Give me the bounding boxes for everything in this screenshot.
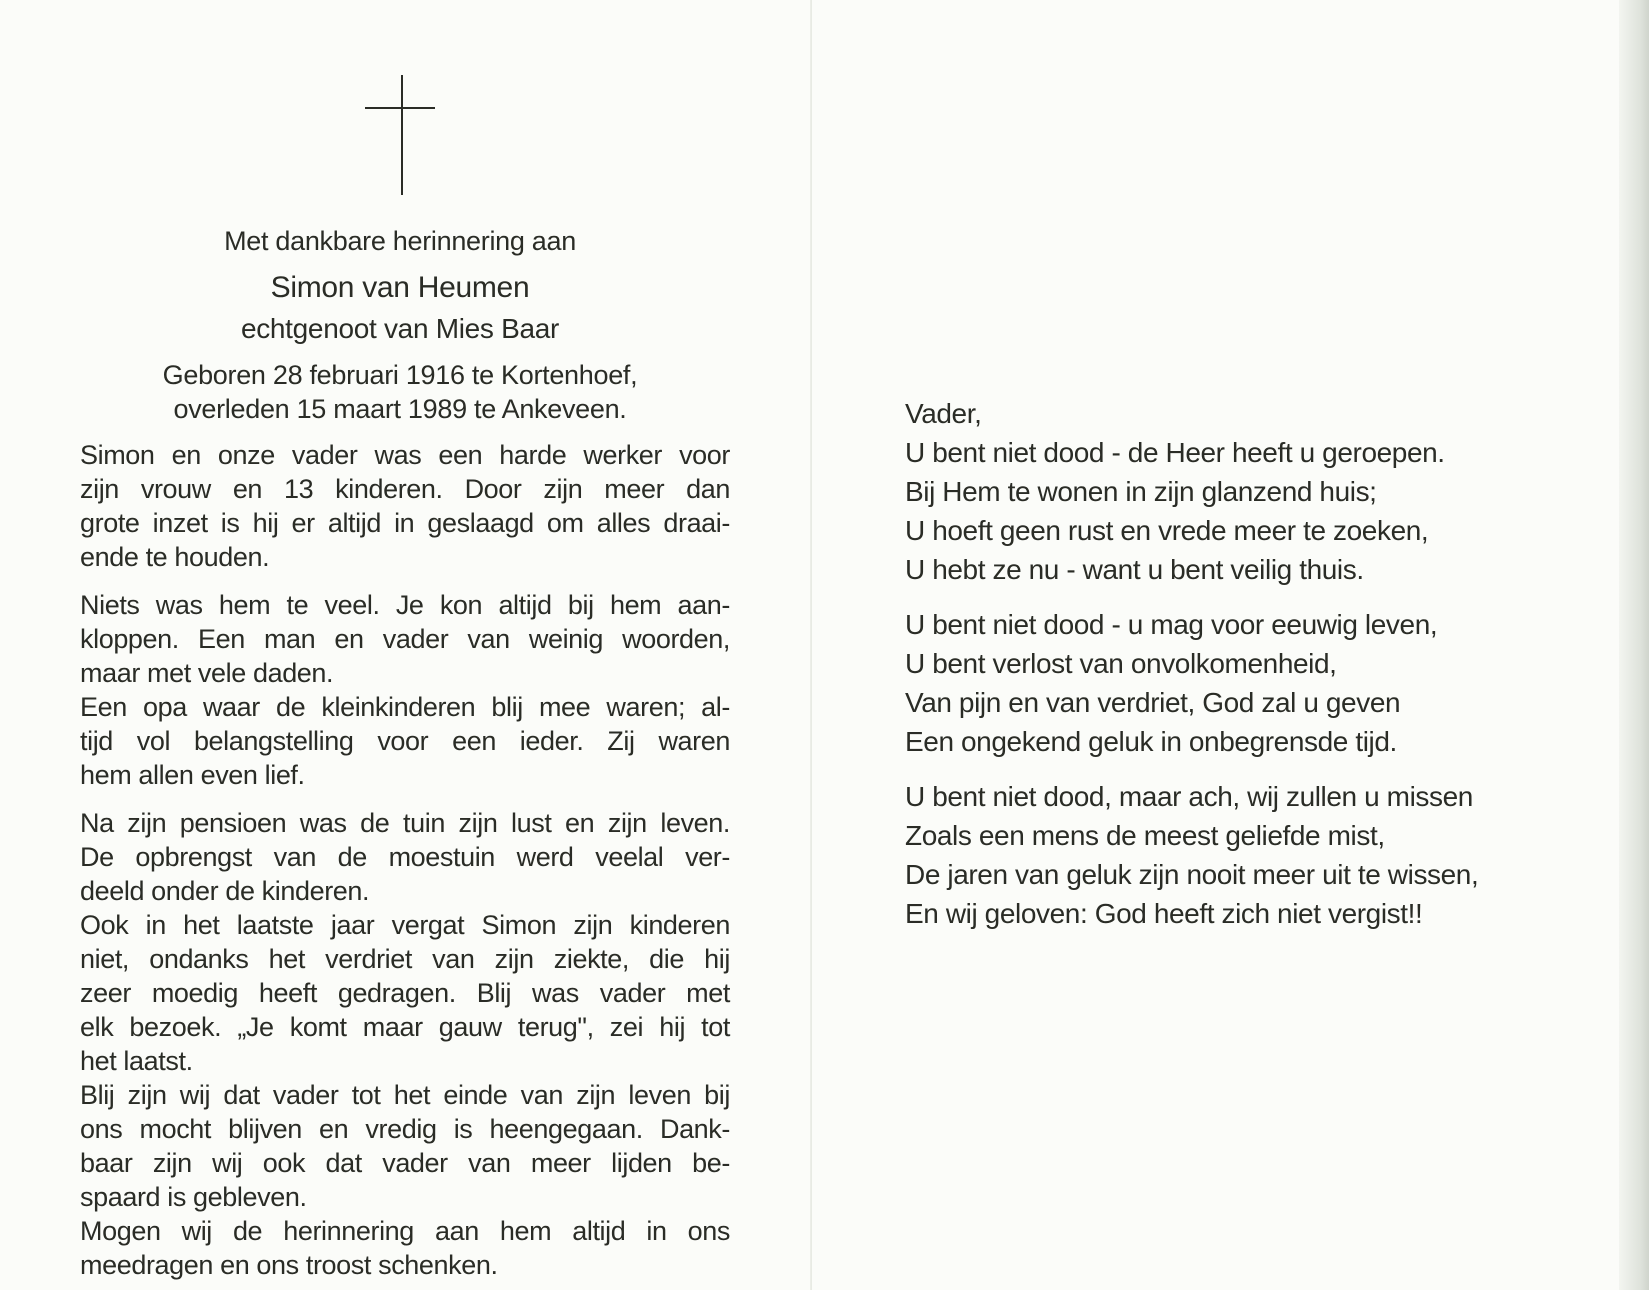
bio-line: maar met vele daden. [80,658,334,688]
bio-line: zijn vrouw en 13 kinderen. Door zijn meer dan [80,474,730,504]
card-fold [810,0,812,1290]
card-edge-shadow [1619,0,1649,1290]
bio-line: Blij zijn wij dat vader tot het einde van zijn leven bij [80,1080,730,1110]
bio-line: zeer moedig heeft gedragen. Blij was vader met [80,978,730,1008]
poem-opening: Vader, [905,398,982,429]
poem [905,394,1565,933]
bio-line: tijd vol belangstelling voor een ieder. Zij waren [80,726,730,756]
poem-line: De jaren van geluk zijn nooit meer uit te wissen, [905,859,1479,890]
cross-icon [365,75,435,195]
bio-line: ons mocht blijven en vredig is heengegaan. Dank- [80,1114,730,1144]
poem-line: Zoals een mens de meest geliefde mist, [905,820,1385,851]
birth-line: Geboren 28 februari 1916 te Kortenhoef, [162,360,638,390]
bio-line: het laatst. [80,1046,193,1076]
bio-line: Ook in het laatste jaar vergat Simon zijn kinderen [80,910,730,940]
bio-line: grote inzet is hij er altijd in geslaagd om alles draai- [80,508,730,538]
deceased-name: Simon van Heumen [270,271,530,304]
bio-line: Na zijn pensioen was de tuin zijn lust en zijn leven. [80,808,730,838]
spouse-line: echtgenoot van Mies Baar [240,313,560,344]
bio-line: meedragen en ons troost schenken. [80,1250,498,1280]
bio-line: spaard is gebleven. [80,1182,307,1212]
poem-line: Bij Hem te wonen in zijn glanzend huis; [905,476,1377,507]
poem-line: Een ongekend geluk in onbegrensde tijd. [905,726,1397,757]
bio-line: kloppen. Een man en vader van weinig woorden, [80,624,730,654]
poem-line: Van pijn en van verdriet, God zal u geven [905,687,1401,718]
bio-line: niet, ondanks het verdriet van zijn ziekte, die hij [80,944,730,974]
bio-line: Mogen wij de herinnering aan hem altijd in ons [80,1216,730,1246]
biography [80,438,730,1282]
bio-line: De opbrengst van de moestuin werd veelal ver- [80,842,730,872]
bio-line: Simon en onze vader was een harde werker voor [80,440,730,470]
poem-line: U bent niet dood - u mag voor eeuwig leven, [905,609,1438,640]
bio-line: baar zijn wij ook dat vader van meer lijden be- [80,1148,730,1178]
bio-line: elk bezoek. „Je komt maar gauw terug", zei hij tot [80,1012,730,1042]
bio-line: hem allen even lief. [80,760,305,790]
poem-line: En wij geloven: God heeft zich niet vergist!! [905,898,1423,929]
poem-line: U hebt ze nu - want u bent veilig thuis. [905,554,1364,585]
bio-line: deeld onder de kinderen. [80,876,370,906]
bio-line: ende te houden. [80,542,270,572]
poem-line: U bent verlost van onvolkomenheid, [905,648,1337,679]
death-line: overleden 15 maart 1989 te Ankeveen. [173,394,627,424]
poem-line: U hoeft geen rust en vrede meer te zoeken, [905,515,1429,546]
bio-line: Niets was hem te veel. Je kon altijd bij hem aan- [80,590,730,620]
intro-text: Met dankbare herinnering aan [224,226,576,256]
poem-line: U bent niet dood, maar ach, wij zullen u missen [905,781,1473,812]
bio-line: Een opa waar de kleinkinderen blij mee waren; al- [80,692,730,722]
poem-line: U bent niet dood - de Heer heeft u geroepen. [905,437,1445,468]
